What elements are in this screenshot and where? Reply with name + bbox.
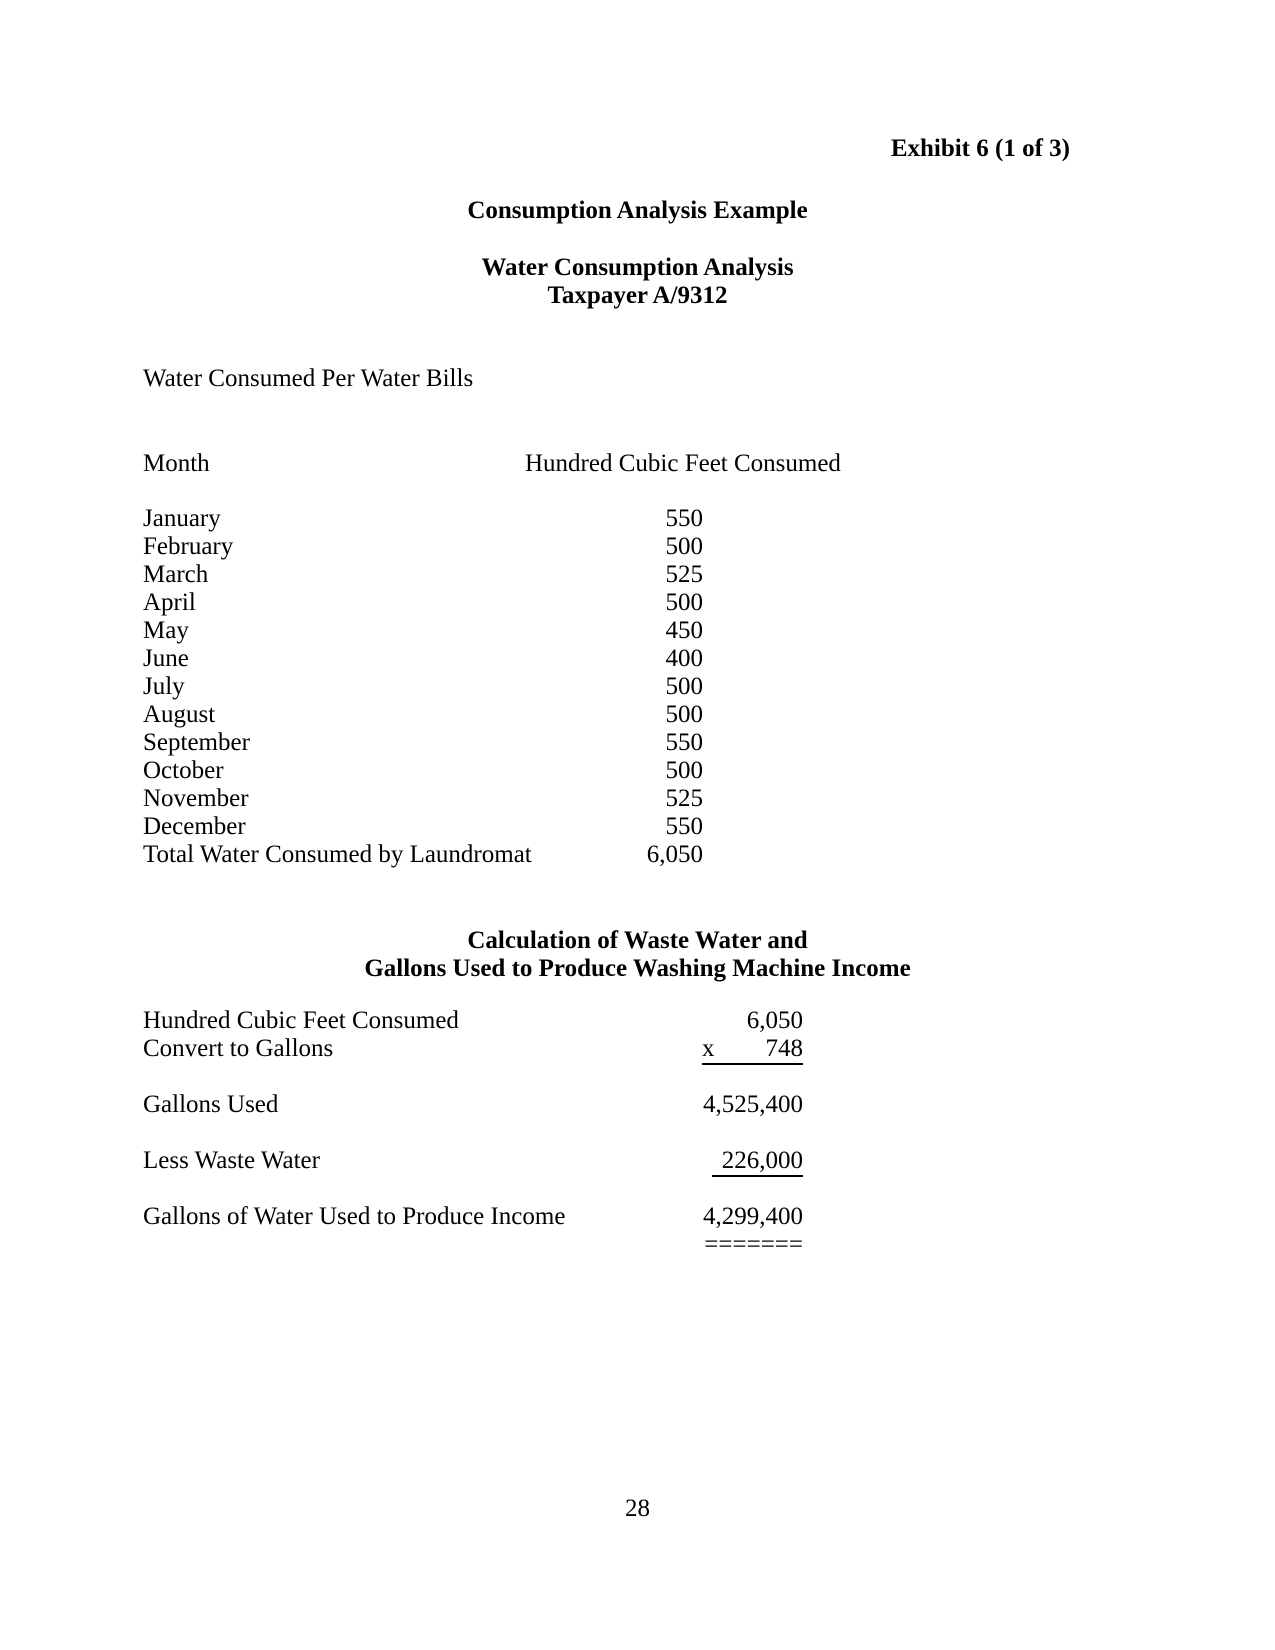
table-row — [143, 701, 1132, 729]
table-row — [143, 617, 1132, 645]
value-cell: 450 — [665, 617, 703, 644]
table-row — [143, 589, 1132, 617]
month-column-header: Month — [143, 450, 210, 477]
table-row — [143, 729, 1132, 757]
calc-value: 6,050 — [746, 1007, 803, 1034]
double-rule: ======= — [704, 1231, 803, 1258]
month-cell: February — [143, 533, 234, 560]
month-cell: November — [143, 785, 249, 812]
table-row — [143, 645, 1132, 673]
month-cell: May — [143, 617, 189, 644]
month-cell: June — [143, 645, 189, 672]
table-row — [143, 673, 1132, 701]
table-row — [143, 757, 1132, 785]
value-cell: 500 — [665, 533, 703, 560]
calc-row-waste-water — [143, 1147, 1132, 1175]
underlined-value: 226,000 — [712, 1147, 803, 1177]
calc-label: Less Waste Water — [143, 1147, 320, 1174]
month-cell: August — [143, 701, 216, 728]
month-cell: October — [143, 757, 224, 784]
value-cell: 500 — [665, 589, 703, 616]
calc-label: Hundred Cubic Feet Consumed — [143, 1007, 459, 1034]
month-cell: March — [143, 561, 209, 588]
table-row — [143, 561, 1132, 589]
calc-label: Gallons of Water Used to Produce Income — [143, 1203, 566, 1230]
table-row — [143, 785, 1132, 813]
calc-value: 4,299,400 — [703, 1203, 803, 1230]
month-cell: April — [143, 589, 196, 616]
month-cell: September — [143, 729, 250, 756]
multiplication-box — [702, 1035, 803, 1065]
month-cell: January — [143, 505, 221, 532]
table-row — [143, 505, 1132, 533]
page-number: 28 — [625, 1495, 650, 1522]
total-value: 6,050 — [646, 841, 703, 868]
consumption-table — [143, 505, 1132, 869]
value-cell: 525 — [665, 561, 703, 588]
value-cell: 525 — [665, 785, 703, 812]
month-cell: July — [143, 673, 185, 700]
conversion-factor: 748 — [765, 1035, 803, 1062]
calc-label: Convert to Gallons — [143, 1035, 334, 1062]
calc-value — [143, 1035, 803, 1065]
calc-row-gallons-used — [143, 1091, 1132, 1119]
multiply-operator: x — [702, 1035, 715, 1062]
total-label: Total Water Consumed by Laundromat — [143, 841, 532, 868]
table-row — [143, 813, 1132, 841]
exhibit-label: Exhibit 6 (1 of 3) — [890, 135, 1070, 162]
taxpayer-id: Taxpayer A/9312 — [547, 282, 728, 309]
calc-row-convert — [143, 1035, 1132, 1063]
value-cell: 550 — [665, 729, 703, 756]
calc-row-consumed — [143, 1007, 1132, 1035]
table-row — [143, 533, 1132, 561]
value-column-header: Hundred Cubic Feet Consumed — [525, 450, 841, 477]
value-cell: 500 — [665, 757, 703, 784]
value-cell: 400 — [665, 645, 703, 672]
calculation-table — [143, 1007, 1132, 1258]
calc-value — [143, 1147, 803, 1177]
table-total-row — [143, 841, 1132, 869]
month-cell: December — [143, 813, 246, 840]
table-header-row — [143, 450, 1132, 478]
value-cell: 500 — [665, 673, 703, 700]
calc-row-income-gallons — [143, 1203, 1132, 1231]
table-intro: Water Consumed Per Water Bills — [143, 365, 474, 392]
value-cell: 500 — [665, 701, 703, 728]
calculation-heading-line2: Gallons Used to Produce Washing Machine Income — [364, 955, 911, 982]
analysis-title: Water Consumption Analysis — [481, 254, 794, 281]
calc-label: Gallons Used — [143, 1091, 279, 1118]
value-cell: 550 — [665, 505, 703, 532]
calculation-heading — [143, 927, 1132, 983]
value-cell: 550 — [665, 813, 703, 840]
calculation-heading-line1: Calculation of Waste Water and — [467, 927, 808, 954]
page-title: Consumption Analysis Example — [467, 197, 808, 224]
calc-value: 4,525,400 — [703, 1091, 803, 1118]
